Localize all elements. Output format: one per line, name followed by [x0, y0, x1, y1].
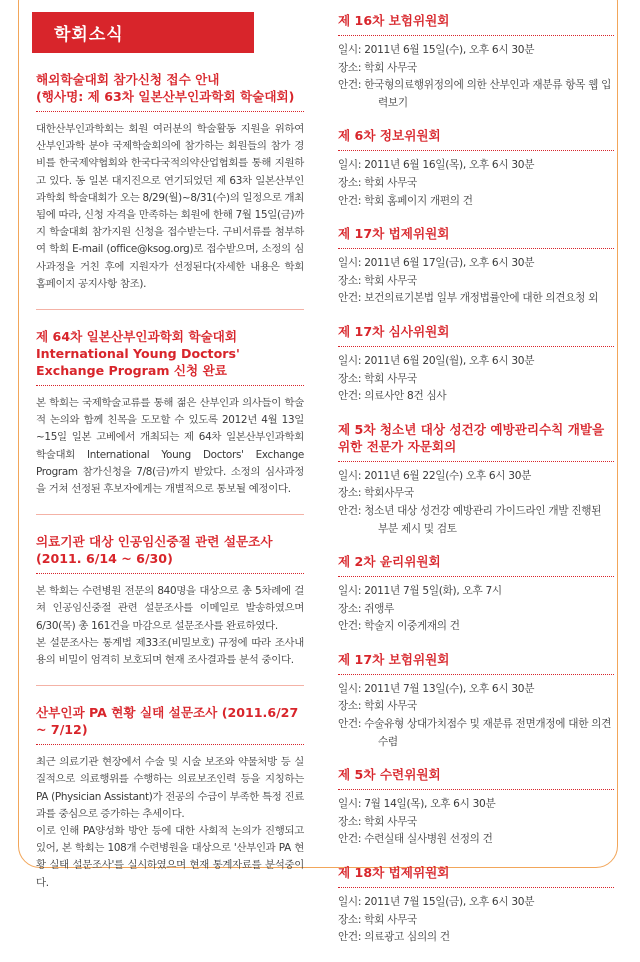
meeting-title: 제 18차 법제위원회: [338, 864, 614, 888]
meeting-detail: 안건: 학회 홈페이지 개편의 건: [338, 194, 473, 207]
meeting-detail: 장소: 학회 사무국: [338, 61, 417, 74]
meeting-detail: 장소: 쥐앵루: [338, 602, 395, 615]
meeting-detail: 안건: 청소년 대상 성건강 예방관리 가이드라인 개발 진행된 부분 제시 및 검토: [338, 504, 602, 535]
news-article: [36, 533, 304, 686]
meeting-item: [338, 127, 614, 210]
meeting-detail: 일시: 2011년 7월 13일(수), 오후 6시 30분: [338, 682, 535, 695]
meeting-detail: 장소: 학회 사무국: [338, 176, 417, 189]
article-body: 본 설문조사는 통계법 제33조(비밀보호) 규정에 따라 조사내용의 비밀이 엄격히 보호되며 현재 조사결과를 분석 중이다.: [36, 636, 304, 667]
meeting-detail: 안건: 수술유형 상대가치점수 및 재분류 전면개정에 대한 의견 수렴: [338, 718, 612, 748]
article-title: 산부인과 PA 현황 실태 설문조사 (2011.6/27 ~ 7/12): [36, 704, 304, 745]
meeting-detail: 일시: 2011년 6월 15일(수), 오후 6시 30분: [338, 44, 535, 56]
meeting-detail: 안건: 의료사안 8건 심사: [338, 390, 447, 403]
meeting-title: 제 2차 윤리위원회: [338, 553, 614, 577]
meeting-detail: 일시: 2011년 7월 5일(화), 오후 7시: [338, 585, 502, 598]
meeting-title: 제 16차 보험위원회: [338, 12, 614, 36]
article-body: 본 학회는 수련병원 전문의 840명을 대상으로 총 5차례에 걸쳐 인공임신중절 관련 설문조사를 이메일로 발송하였으며 6/30(목) 총 161건을 마감으로 설문조사를 완료하였다.: [36, 585, 304, 632]
article-body: 대한산부인과학회는 회원 여러분의 학술활동 지원을 위하여 산부인과학 분야 국제학술회의에 참가하는 회원들의 참가 경비를 한국제약협회와 한국다국적의약산업협회를 통해 지원하고 있다. 동 일본 대지진으로 연기되었던 제 63차 일본산부인과학회 학술대회가 오는 8/29(월)~8/31(수)의 일정으로 개최됨에 따라, 신청 자격을 만족하는 회원에 한해 7월 15일(금)까지 학술대회 참가지원 신청을 접수받는다. 구비서류를 첨부하여 학회 E-mail (office@ksog.org)로 접수받으며, 소정의 심사과정을 거친 후에 지원자가 선정된다(자세한 내용은 학회 홈페이지 공지사항 참조).: [36, 123, 304, 290]
meeting-title: 제 6차 정보위원회: [338, 127, 614, 151]
meeting-detail: 장소: 학회 사무국: [338, 274, 417, 287]
committee-meetings: [338, 12, 614, 947]
meeting-detail: 안건: 수련실태 실사병원 선정의 건: [338, 833, 493, 846]
article-body: 이로 인해 PA양성화 방안 등에 대한 사회적 논의가 진행되고 있어, 본 학회는 108개 수련병원을 대상으로 '산부인과 PA 현황 실태 설문조사'를 실시하였으며 현재 통계자료를 분석중이다.: [36, 825, 304, 889]
meeting-detail: 장소: 학회 사무국: [338, 815, 417, 828]
left-column: [36, 12, 304, 892]
meeting-item: [338, 323, 614, 406]
meeting-detail: 일시: 2011년 6월 16일(목), 오후 6시 30분: [338, 159, 535, 172]
section-divider: [36, 309, 304, 310]
right-column: [338, 12, 614, 962]
meeting-detail: 장소: 학회 사무국: [338, 700, 417, 713]
meeting-detail: 일시: 2011년 6월 20일(월), 오후 6시 30분: [338, 354, 535, 367]
meeting-detail: 장소: 학회 사무국: [338, 913, 417, 926]
meeting-detail: 일시: 2011년 6월 22일(수) 오후 6시 30분: [338, 469, 532, 482]
meeting-detail: 안건: 학술지 이중게재의 건: [338, 620, 460, 633]
meeting-title: 제 17차 법제위원회: [338, 225, 614, 249]
meeting-item: [338, 12, 614, 112]
meeting-item: [338, 766, 614, 849]
article-title: 의료기관 대상 인공임신중절 관련 설문조사 (2011. 6/14 ~ 6/30): [36, 533, 304, 574]
meeting-item: [338, 864, 614, 947]
meeting-title: 제 17차 보험위원회: [338, 651, 614, 675]
article-body: 본 학회는 국제학술교류를 통해 젊은 산부인과 의사들이 학술적 논의와 함께 친목을 도모할 수 있도록 2012년 4월 13일~15일 일본 고베에서 개최되는 제 64차 일본산부인과학회 학술대회 International Young Doctors' Exchange Program 참가신청을 7/8(금)까지 받았다. 소정의 심사과정을 거쳐 선정된 후보자에게는 개별적으로 통보될 예정이다.: [36, 397, 304, 496]
meeting-detail: 장소: 학회 사무국: [338, 372, 417, 385]
meeting-detail: 안건: 한국형의료행위정의에 의한 산부인과 재분류 항목 웹 입력보기: [338, 79, 612, 109]
news-article: [36, 71, 304, 310]
meeting-item: [338, 651, 614, 751]
meeting-detail: 장소: 학회사무국: [338, 487, 414, 500]
meeting-title: 제 5차 수련위원회: [338, 766, 614, 790]
article-title: 제 64차 일본산부인과학회 학술대회 International Young Doctors' Exchange Program 신청 완료: [36, 328, 304, 386]
article-body: 최근 의료기관 현장에서 수술 및 시술 보조와 약물처방 등 실질적으로 의료행위를 수행하는 의료보조인력 등을 지칭하는 PA (Physician Assistant)가 전공의 수급이 부족한 특정 진료과를 중심으로 증가하는 추세이다.: [36, 756, 304, 820]
news-article: [36, 328, 304, 515]
meeting-title: 제 17차 심사위원회: [338, 323, 614, 347]
article-title: 해외학술대회 참가신청 접수 안내 (행사명: 제 63차 일본산부인과학회 학술대회): [36, 71, 304, 112]
left-sections: [36, 71, 304, 892]
meeting-detail: 일시: 7월 14일(목), 오후 6시 30분: [338, 798, 496, 811]
meeting-item: [338, 421, 614, 538]
section-header-tab: 학회소식: [32, 12, 254, 53]
news-article: [36, 704, 304, 892]
meeting-item: [338, 225, 614, 308]
meeting-detail: 안건: 보건의료기본법 일부 개정법률안에 대한 의견요청 외: [338, 292, 599, 305]
section-divider: [36, 685, 304, 686]
meeting-detail: 안건: 의료광고 심의의 건: [338, 931, 450, 944]
meeting-item: [338, 553, 614, 636]
meeting-detail: 일시: 2011년 6월 17일(금), 오후 6시 30분: [338, 257, 535, 270]
meeting-title: 제 5차 청소년 대상 성건강 예방관리수칙 개발을 위한 전문가 자문회의: [338, 421, 614, 462]
meeting-detail: 일시: 2011년 7월 15일(금), 오후 6시 30분: [338, 896, 535, 909]
section-divider: [36, 514, 304, 515]
